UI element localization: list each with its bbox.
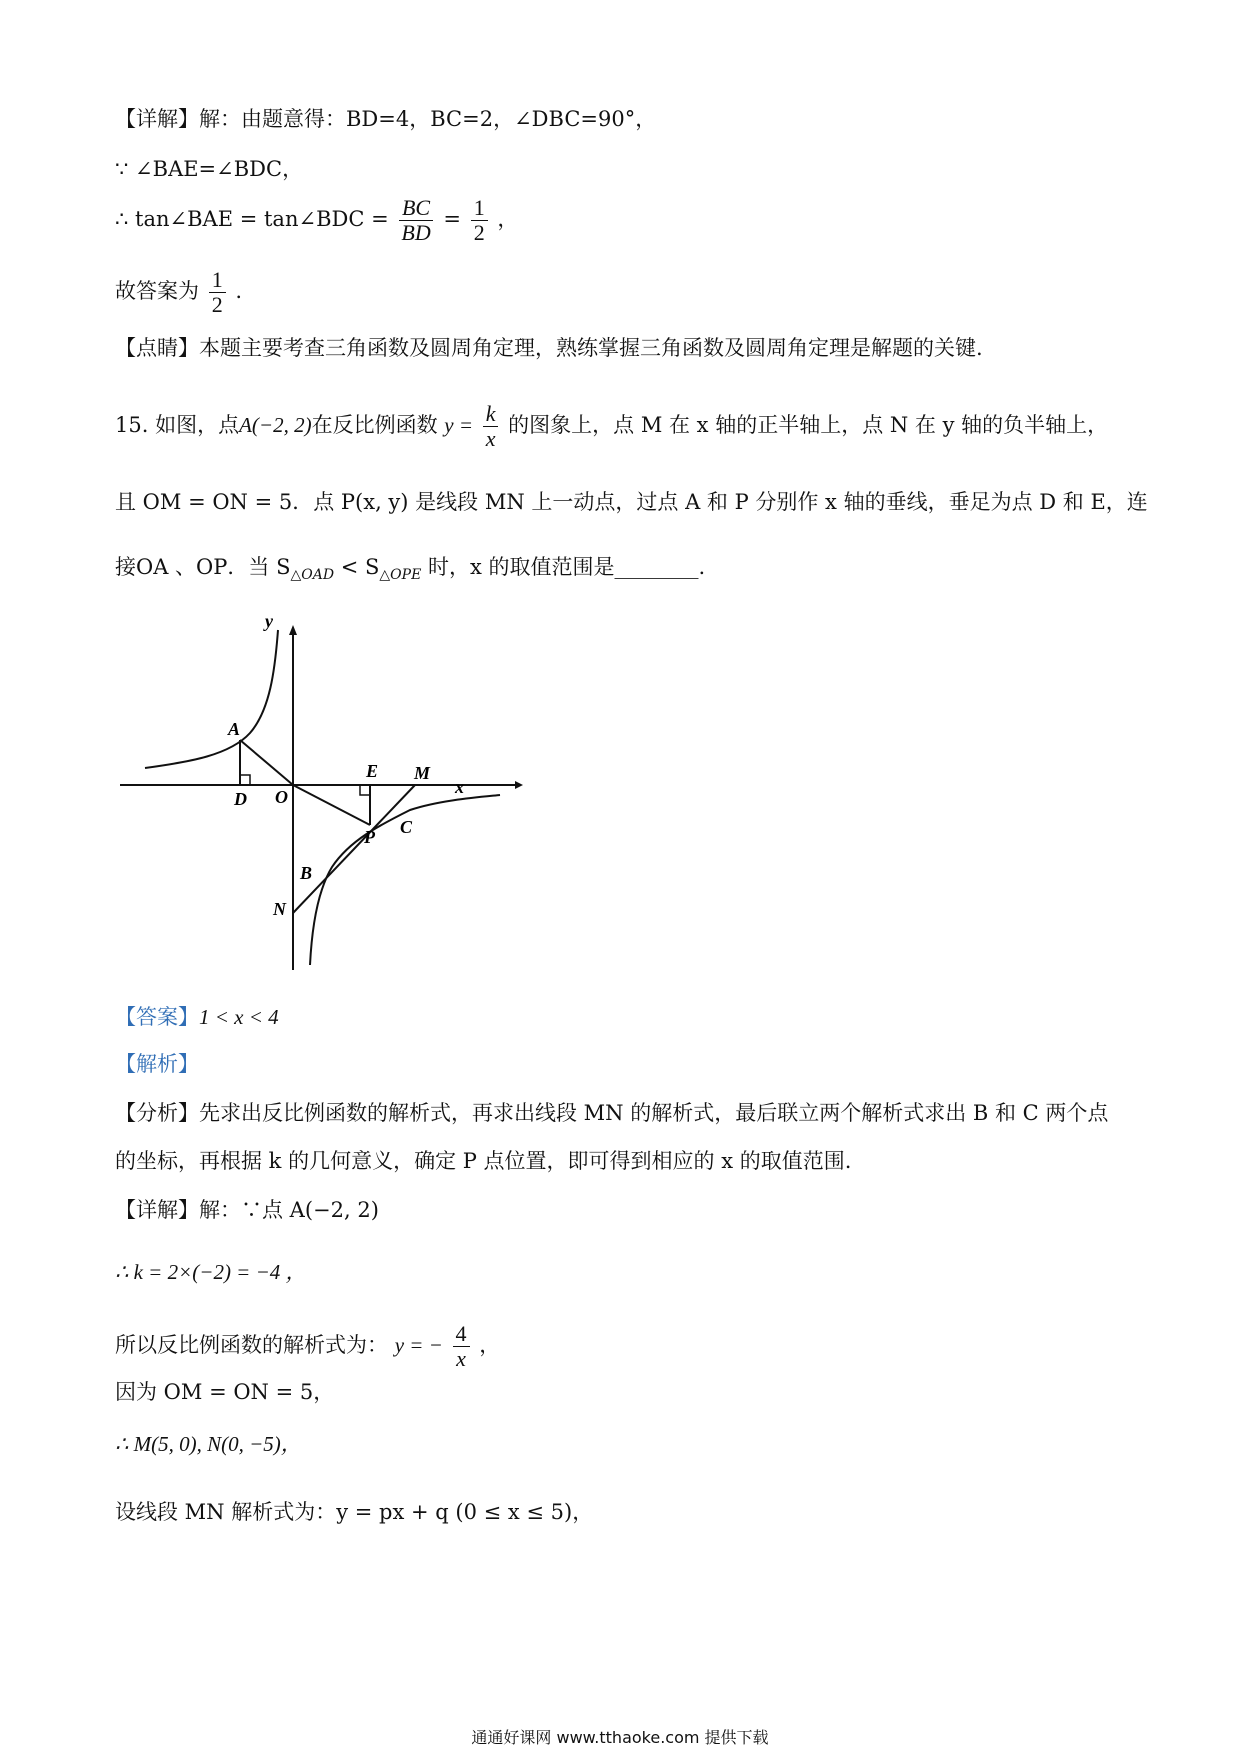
label-e: E [366, 761, 379, 781]
label-m: M [414, 763, 431, 783]
label-x: x [455, 777, 464, 797]
hyperbola-branch-left [145, 630, 278, 768]
label-d: D [234, 789, 247, 809]
analysis-tag: 【解析】 [115, 1052, 199, 1076]
step-m-n-coords: ∴ M(5, 0), N(0, −5)， [115, 1432, 302, 1456]
prev-answer-line: 故答案为 $\frac{1}{2}$ . [115, 267, 243, 317]
detail-tag: 【详解】 [115, 107, 199, 131]
segment-oa [240, 740, 293, 785]
fraction-one-half: $\frac{1}{2}$ [471, 196, 488, 245]
answer-line [115, 1003, 279, 1031]
label-y: y [265, 611, 273, 631]
prev-solution-line-1 [115, 105, 656, 133]
q15-figure [110, 605, 530, 985]
answer-fraction: $\frac{1}{2}$ [209, 268, 226, 317]
label-n: N [273, 899, 286, 919]
detail-text: 解：由题意得：BD=4，BC=2，∠DBC=90°， [199, 107, 657, 131]
remark-tag: 【点睛】 [115, 336, 199, 360]
step-function-expression: 所以反比例函数的解析式为： y = − $\frac{4}{x}$ ， [115, 1321, 501, 1371]
fenxi-line-2: 的坐标，再根据 k 的几何意义，确定 P 点位置，即可得到相应的 x 的取值范围. [115, 1149, 852, 1173]
right-angle-e [360, 785, 370, 795]
fraction-bc-bd: $\frac{BC}{BD}$ [398, 196, 433, 245]
answer-text: 1 < x < 4 [199, 1005, 279, 1029]
label-c: C [400, 817, 413, 837]
label-o: O [275, 787, 288, 807]
prev-remark-line [115, 334, 983, 362]
step-k-value: ∴ k = 2×(−2) = −4 ， [115, 1260, 307, 1284]
fenxi-tag: 【分析】 [115, 1101, 199, 1125]
k-over-x-fraction: $\frac{k}{x}$ [483, 402, 499, 451]
step-om-on: 因为 OM = ON = 5， [115, 1380, 335, 1404]
x-axis-arrow [515, 781, 523, 789]
prev-solution-line-3: ∴ tan∠BAE = tan∠BDC = $\frac{BC}{BD}$ = $\frac{1}{2}$ ， [115, 195, 519, 245]
q15-line-1: 15. 如图，点A(−2, 2)在反比例函数 y = $\frac{k}{x}$ 的图象上，点 M 在 x 轴的正半轴上，点 N 在 y 轴的负半轴上， [115, 401, 1109, 451]
y-axis-arrow [289, 625, 297, 635]
label-p: P [364, 827, 375, 847]
tan-equation-lead: ∴ tan∠BAE = tan∠BDC = [115, 207, 389, 231]
remark-text: 本题主要考查三角函数及圆周角定理，熟练掌握三角函数及圆周角定理是解题的关键. [199, 336, 983, 360]
xiangjie-tag: 【详解】 [115, 1198, 199, 1222]
right-angle-d [240, 775, 250, 785]
q15-line-2: 且 OM = ON = 5．点 P(x, y) 是线段 MN 上一动点，过点 A 和 P 分别作 x 轴的垂线，垂足为点 D 和 E，连 [115, 490, 1148, 514]
label-b: B [300, 863, 313, 883]
q15-line-3: 接OA 、OP．当 $S_{\triangle OAD} < S_{\triangle OPE}$ 时，x 的取值范围是________. [115, 555, 706, 583]
segment-op [293, 785, 370, 825]
xiangjie-line: 【详解】解：∵点 A(−2, 2) [115, 1198, 379, 1222]
four-over-x-fraction: $\frac{4}{x}$ [453, 1322, 470, 1371]
label-a: A [228, 719, 241, 739]
prev-solution-line-2: ∵ ∠BAE=∠BDC， [115, 157, 304, 181]
footer-source: 通通好课网 www.tthaoke.com 提供下载 [471, 1728, 769, 1747]
step-mn-expression: 设线段 MN 解析式为：y = px + q (0 ≤ x ≤ 5)， [115, 1500, 594, 1524]
answer-tag: 【答案】 [115, 1005, 199, 1029]
fenxi-line-1: 【分析】先求出反比例函数的解析式，再求出线段 MN 的解析式，最后联立两个解析式求出 B 和 C 两个点 [115, 1101, 1109, 1125]
segment-mn [293, 785, 415, 913]
